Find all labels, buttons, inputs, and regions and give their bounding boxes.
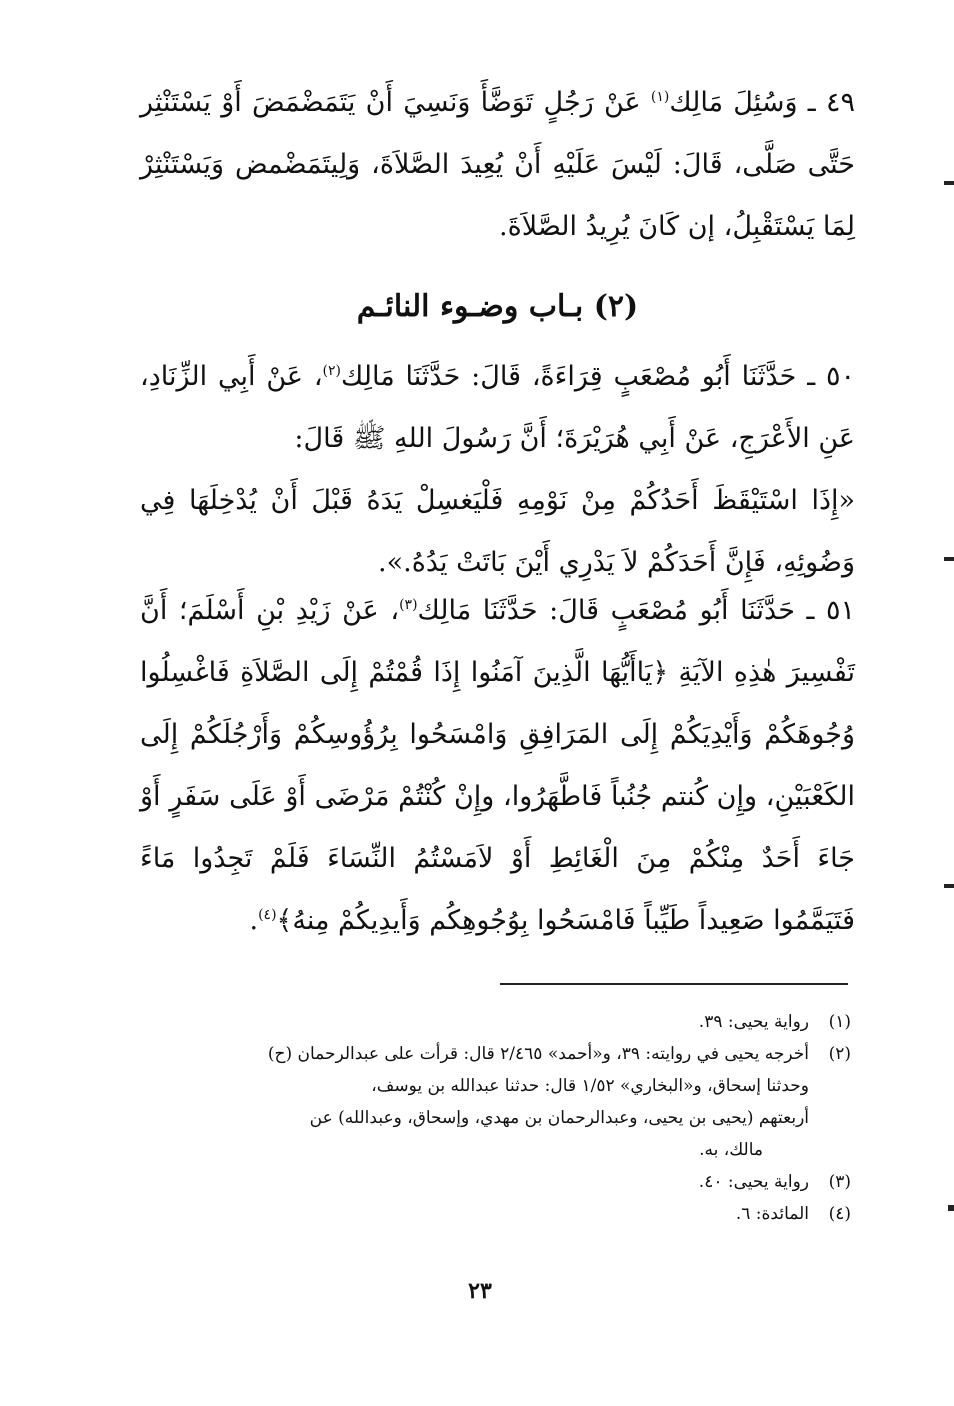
paragraph-50-intro-start: ٥٠ ـ حَدَّثَنَا أَبُو مُصْعَبٍ قِرَاءَةً، قَالَ: حَدَّثَنَا مَالِك — [341, 361, 855, 392]
paragraph-51-text-end: . — [249, 905, 259, 936]
paragraph-50-intro-rest: ، عَنْ أَبِي الزِّنَادِ، عَنِ الأَعْرَجِ، عَنْ أَبِي هُرَيْرَةَ؛ أَنَّ رَسُولَ اللهِ ﷺ قَالَ: — [140, 361, 855, 454]
footnote-4 — [140, 1198, 855, 1230]
footnotes — [140, 1006, 855, 1230]
paragraph-49-text-rest: عَنْ رَجُلٍ تَوَضَّأَ وَنَسِيَ أَنْ يَتَمَضْمَضَ أَوْ يَسْتَنْثِر حَتَّى صَلَّى، قَالَ: لَيْسَ عَلَيْهِ أَنْ يُعِيدَ الصَّلاَةَ، وَلِيتَمَضْمض وَيَسْتَنْثِرْ لِمَا يَسْتَقْبِلُ، إن كَانَ يُرِيدُ الصَّلاَةَ. — [140, 87, 855, 242]
footnote-line: وحدثنا إسحاق، و«البخاري» ١/٥٢ قال: حدثنا عبدالله بن يوسف، — [371, 1076, 809, 1096]
footnote-body — [140, 1006, 809, 1038]
footnote-2-continuation — [140, 1102, 855, 1166]
footnote-line: مالك، به. — [699, 1140, 763, 1160]
scan-edge-mark — [944, 181, 954, 185]
footnote-line: أخرجه يحيى في روايته: ٣٩، و«أحمد» ٢/٤٦٥ قال: قرأت على عبدالرحمان (ح) — [267, 1044, 809, 1064]
footnote-body — [140, 1166, 809, 1198]
paragraph-51-text-mid: ، عَنْ زَيْدِ بْنِ أَسْلَمَ؛ أَنَّ تَفْسِيرَ هٰذِهِ الآيَةِ ﴿يَاأَيُّهَا الَّذِينَ آمَنُوا إِذَا قُمْتُمْ إِلَى الصَّلاَةِ فَاغْسِلُوا وُجُوهَكُمْ وَأَيْدِيَكُمْ إِلَى المَرَافِقِ وَامْسَحُوا بِرُؤُوسِكُمْ وَأَرْجُلَكُمْ إِلَى الكَعْبَيْنِ، وإِن كُنتم جُنُباً فَاطَّهَرُوا، وإِنْ كُنْتُمْ مَرْضَى أَوْ عَلَى سَفَرٍ أَوْ جَاءَ أَحَدٌ مِنْكُمْ مِنَ الْغَائِطِ أَوْ لاَمَسْتُمُ النِّسَاءَ فَلَمْ تَجِدُوا مَاءً فَتَيَمَّمُوا صَعِيداً طَيِّباً فَامْسَحُوا بِوُجُوهِكُم وَأَيدِيكُمْ مِنهُ﴾ — [140, 595, 855, 936]
footnote-line: المائدة: ٦. — [735, 1204, 809, 1224]
footnote-line: رواية يحيى: ٤٠. — [698, 1172, 809, 1192]
footnote-body — [140, 1038, 809, 1102]
footnote-ref-4: (٤) — [258, 907, 277, 923]
scan-edge-mark — [948, 1205, 954, 1211]
paragraph-50 — [140, 346, 855, 594]
footnote-separator — [500, 983, 848, 985]
footnote-line: رواية يحيى: ٣٩. — [698, 1012, 809, 1032]
footnote-number: (٢) — [828, 1044, 851, 1064]
footnote-number: (١) — [828, 1012, 851, 1032]
footnote-ref-3: (٣) — [399, 597, 418, 613]
footnote-line: أربعتهم (يحيى بن يحيى، وعبدالرحمان بن مهدي، وإسحاق، وعبدالله) عن — [309, 1108, 809, 1128]
paragraph-49-text-start: ٤٩ ـ وَسُئِلَ مَالِك — [669, 87, 855, 118]
footnote-number: (٤) — [828, 1204, 851, 1224]
scan-edge-mark — [944, 884, 954, 888]
footnote-ref-2: (٢) — [322, 363, 342, 379]
scan-edge-mark — [944, 557, 954, 561]
paragraph-49 — [140, 72, 855, 258]
footnote-number: (٣) — [828, 1172, 851, 1192]
page-number: ٢٣ — [468, 1278, 492, 1304]
paragraph-51-text-start: ٥١ ـ حَدَّثَنَا أَبُو مُصْعَبٍ قَالَ: حَدَّثَنَا مَالِك — [417, 595, 856, 626]
paragraph-51 — [140, 580, 855, 952]
footnote-body — [140, 1198, 809, 1230]
footnote-1 — [140, 1006, 855, 1038]
footnote-2 — [140, 1038, 855, 1102]
footnote-3 — [140, 1166, 855, 1198]
footnote-ref-1: (١) — [650, 89, 670, 105]
paragraph-50-hadith: «إِذَا اسْتَيْقَظَ أَحَدُكُمْ مِنْ نَوْمِهِ فَلْيَغسِلْ يَدَهُ قَبْلَ أَنْ يُدْخِلَهَا فِي وَضُوئِهِ، فَإِنَّ أَحَدَكُمْ لاَ يَدْرِي أَيْنَ بَاتَتْ يَدُهُ.». — [140, 485, 855, 578]
chapter-heading: (٢) بـاب وضـوء النائـم — [356, 289, 639, 324]
